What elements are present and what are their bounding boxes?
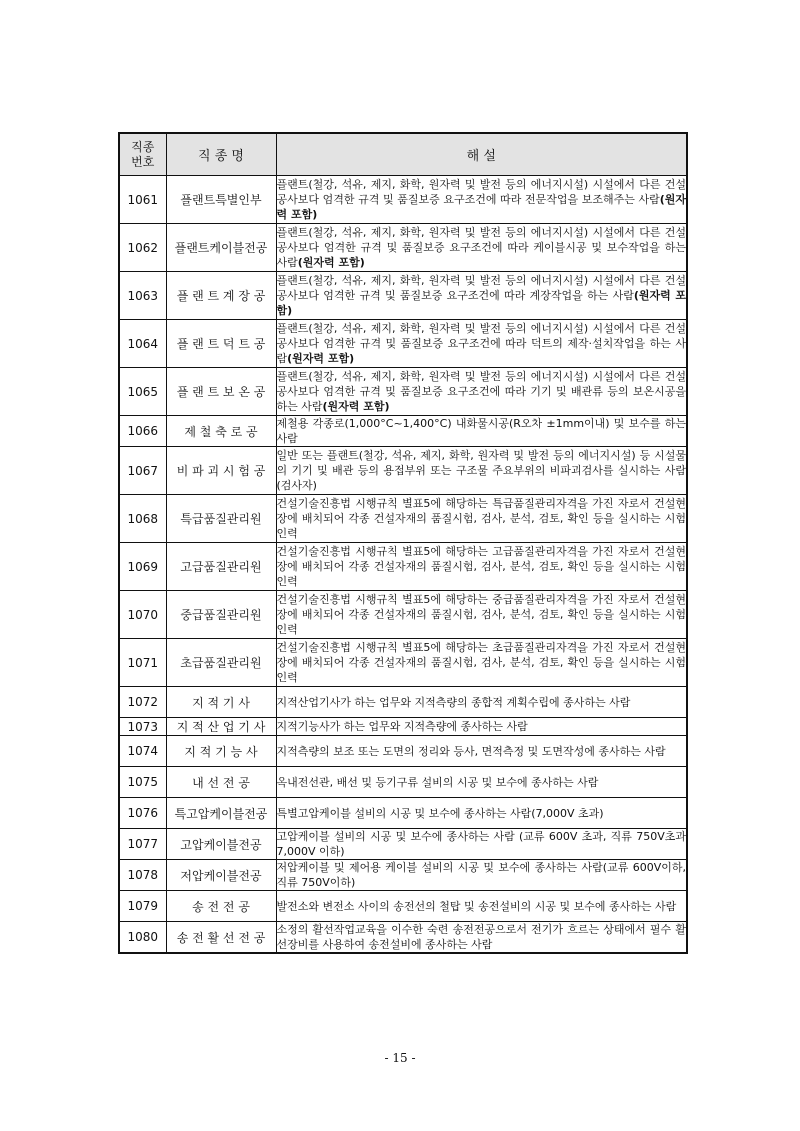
table-row: [119, 718, 687, 736]
job-description: [276, 495, 687, 543]
job-description: [276, 591, 687, 639]
job-description-text: 플랜트(철강, 석유, 제지, 화학, 원자력 및 발전 등의 에너지시설) 시설에서 다른 건설공사보다 엄격한 규격 및 품질보증 요구조건에 따라 전문작업을 보조해주는 사람: [276, 178, 686, 206]
table-row: [119, 767, 687, 798]
job-description-text: 제철용 각종로(1,000°C~1,400°C) 내화물시공(R오차 ±1mm이내) 및 보수를 하는 사람: [276, 417, 686, 445]
job-description: [276, 860, 687, 891]
job-description: [276, 416, 687, 447]
job-description-note: (원자력 포함): [276, 289, 686, 317]
job-name: 송 전 전 공: [166, 891, 276, 922]
job-description: [276, 639, 687, 687]
table-row: [119, 891, 687, 922]
job-description: [276, 829, 687, 860]
header-description: 해 설: [276, 133, 687, 176]
table-row: [119, 860, 687, 891]
job-description-text: 지적기능사가 하는 업무와 지적측량에 종사하는 사람: [276, 720, 528, 733]
table-row: [119, 272, 687, 320]
job-name: 플랜트특별인부: [166, 176, 276, 224]
table-row: [119, 543, 687, 591]
job-description: [276, 687, 687, 718]
job-name: 지 적 기 사: [166, 687, 276, 718]
job-code: 1062: [119, 224, 166, 272]
job-description: [276, 922, 687, 954]
job-code: 1078: [119, 860, 166, 891]
job-code: 1072: [119, 687, 166, 718]
job-name: 내 선 전 공: [166, 767, 276, 798]
job-description-text: 건설기술진흥법 시행규칙 별표5에 해당하는 중급품질관리자격을 가진 자로서 건설현장에 배치되어 각종 건설자재의 품질시험, 검사, 분석, 검토, 확인 등을 실시하는 시험인력: [276, 593, 686, 636]
job-name: 제 철 축 로 공: [166, 416, 276, 447]
job-code: 1068: [119, 495, 166, 543]
job-name: 지 적 산 업 기 사: [166, 718, 276, 736]
job-name: 고급품질관리원: [166, 543, 276, 591]
job-description-text: 소정의 활선작업교육을 이수한 숙련 송전전공으로서 전기가 흐르는 상태에서 필수 활선장비를 사용하여 송전설비에 종사하는 사람: [276, 923, 686, 951]
job-description-text: 건설기술진흥법 시행규칙 별표5에 해당하는 특급품질관리자격을 가진 자로서 건설현장에 배치되어 각종 건설자재의 품질시험, 검사, 분석, 검토, 확인 등을 실시하는 시험인력: [276, 497, 686, 540]
job-name: 고압케이블전공: [166, 829, 276, 860]
header-code: [119, 133, 166, 176]
job-description-note: (원자력 포함): [297, 256, 365, 269]
header-name: 직 종 명: [166, 133, 276, 176]
table-row: [119, 416, 687, 447]
job-classification-table: [118, 132, 688, 954]
table-header-row: [119, 133, 687, 176]
table-row: [119, 495, 687, 543]
job-code: 1073: [119, 718, 166, 736]
job-code: 1076: [119, 798, 166, 829]
job-code: 1065: [119, 368, 166, 416]
job-description-text: 지적산업기사가 하는 업무와 지적측량의 종합적 계획수립에 종사하는 사람: [276, 695, 631, 709]
job-description: [276, 447, 687, 495]
job-code: 1067: [119, 447, 166, 495]
job-name: 특급품질관리원: [166, 495, 276, 543]
job-description-text: 플랜트(철강, 석유, 제지, 화학, 원자력 및 발전 등의 에너지시설) 시설에서 다른 건설공사보다 엄격한 규격 및 품질보증 요구조건에 따라 케이블시공 및 보수작업을 하는 사람: [276, 226, 686, 269]
table-row: [119, 320, 687, 368]
job-description-text: 저압케이블 및 제어용 케이블 설비의 시공 및 보수에 종사하는 사람(교류 600V이하, 직류 750V이하): [276, 861, 686, 889]
job-code: 1066: [119, 416, 166, 447]
table-row: [119, 176, 687, 224]
job-description: [276, 224, 687, 272]
job-code: 1074: [119, 736, 166, 767]
job-code: 1079: [119, 891, 166, 922]
job-name: 플 랜 트 계 장 공: [166, 272, 276, 320]
job-code: 1080: [119, 922, 166, 954]
job-name: 특고압케이블전공: [166, 798, 276, 829]
job-description: [276, 543, 687, 591]
table-row: [119, 447, 687, 495]
job-name: 지 적 기 능 사: [166, 736, 276, 767]
job-description: [276, 798, 687, 829]
table-row: [119, 687, 687, 718]
job-description-text: 건설기술진흥법 시행규칙 별표5에 해당하는 초급품질관리자격을 가진 자로서 건설현장에 배치되어 각종 건설자재의 품질시험, 검사, 분석, 검토, 확인 등을 실시하는 시험인력: [276, 641, 686, 684]
job-code: 1064: [119, 320, 166, 368]
table-row: [119, 368, 687, 416]
job-code: 1070: [119, 591, 166, 639]
table-row: [119, 639, 687, 687]
job-description-text: 옥내전선관, 배선 및 등기구류 설비의 시공 및 보수에 종사하는 사람: [276, 775, 599, 789]
job-description-text: 특별고압케이블 설비의 시공 및 보수에 종사하는 사람(7,000V 초과): [276, 806, 604, 820]
job-description: [276, 368, 687, 416]
job-name: 비 파 괴 시 험 공: [166, 447, 276, 495]
table-row: [119, 798, 687, 829]
header-code-text: 직종 번호: [131, 139, 155, 169]
table-row: [119, 736, 687, 767]
job-code: 1061: [119, 176, 166, 224]
job-name: 초급품질관리원: [166, 639, 276, 687]
job-description-text: 플랜트(철강, 석유, 제지, 화학, 원자력 및 발전 등의 에너지시설) 시설에서 다른 건설공사보다 엄격한 규격 및 품질보증 요구조건에 따라 계장작업을 하는 사람: [276, 274, 686, 302]
job-description-text: 플랜트(철강, 석유, 제지, 화학, 원자력 및 발전 등의 에너지시설) 시설에서 다른 건설공사보다 엄격한 규격 및 품질보증 요구조건에 따라 덕트의 제작·설치작업을 하는 사람: [276, 322, 686, 365]
job-description: [276, 891, 687, 922]
job-name: 저압케이블전공: [166, 860, 276, 891]
job-code: 1077: [119, 829, 166, 860]
job-name: 플 랜 트 덕 트 공: [166, 320, 276, 368]
table-row: [119, 224, 687, 272]
job-description: [276, 767, 687, 798]
job-description: [276, 718, 687, 736]
job-description: [276, 176, 687, 224]
job-description-text: 플랜트(철강, 석유, 제지, 화학, 원자력 및 발전 등의 에너지시설) 시설에서 다른 건설공사보다 엄격한 규격 및 품질보증 요구조건에 따라 기기 및 배관류 등의 보온시공을 하는 사람: [276, 370, 686, 413]
job-code: 1063: [119, 272, 166, 320]
job-description: [276, 736, 687, 767]
table-row: [119, 591, 687, 639]
page-number: - 15 -: [384, 1051, 416, 1065]
job-code: 1069: [119, 543, 166, 591]
job-name: 중급품질관리원: [166, 591, 276, 639]
job-description-text: 발전소와 변전소 사이의 송전선의 철탑 및 송전설비의 시공 및 보수에 종사하는 사람: [276, 899, 677, 913]
job-description-note: (원자력 포함): [322, 400, 390, 413]
job-description-text: 건설기술진흥법 시행규칙 별표5에 해당하는 고급품질관리자격을 가진 자로서 건설현장에 배치되어 각종 건설자재의 품질시험, 검사, 분석, 검토, 확인 등을 실시하는 시험인력: [276, 545, 686, 588]
job-description: [276, 272, 687, 320]
job-description-text: 일반 또는 플랜트(철강, 석유, 제지, 화학, 원자력 및 발전 등의 에너지시설) 등 시설물의 기기 및 배관 등의 용접부위 또는 구조물 주요부위의 비파괴검사를 실시하는 사람(검사자): [276, 449, 686, 492]
job-code: 1071: [119, 639, 166, 687]
job-description-note: (원자력 포함): [276, 193, 686, 221]
job-description-text: 지적측량의 보조 또는 도면의 정리와 등사, 면적측정 및 도면작성에 종사하는 사람: [276, 744, 666, 758]
job-name: 플랜트케이블전공: [166, 224, 276, 272]
job-code: 1075: [119, 767, 166, 798]
job-description-text: 고압케이블 설비의 시공 및 보수에 종사하는 사람 (교류 600V 초과, 직류 750V초과 7,000V 이하): [276, 830, 686, 858]
job-name: 플 랜 트 보 온 공: [166, 368, 276, 416]
job-name: 송 전 활 선 전 공: [166, 922, 276, 954]
table-row: [119, 829, 687, 860]
job-description-note: (원자력 포함): [287, 352, 355, 365]
table-row: [119, 922, 687, 954]
job-description: [276, 320, 687, 368]
